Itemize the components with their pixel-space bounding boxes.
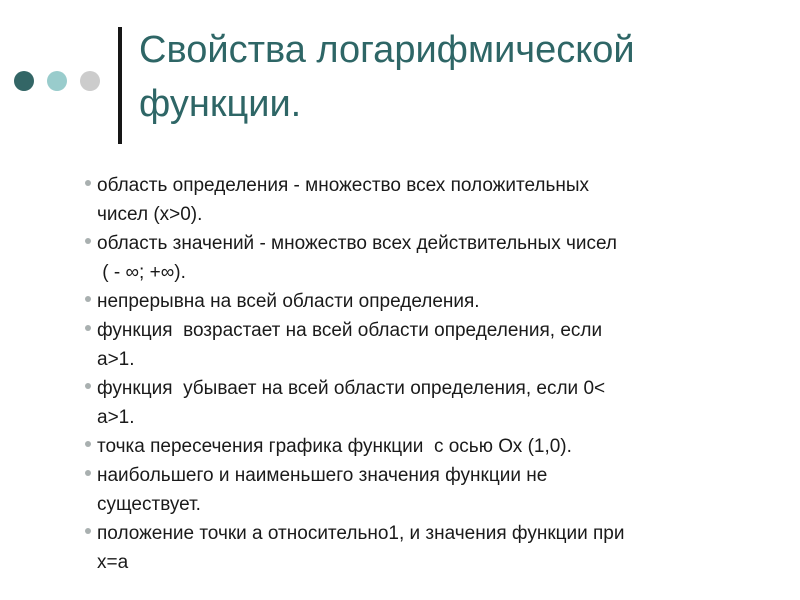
dot-gray-icon xyxy=(80,71,100,91)
list-item-line: непрерывна на всей области определения. xyxy=(97,291,480,312)
dot-dark-teal-icon xyxy=(14,71,34,91)
dot-light-teal-icon xyxy=(47,71,67,91)
list-item xyxy=(84,432,749,461)
list-item xyxy=(84,229,749,287)
list-item-line: х=а xyxy=(97,552,129,573)
list-item xyxy=(84,461,749,519)
list-item-line: область определения - множество всех положительных xyxy=(97,175,590,196)
list-item xyxy=(84,374,749,432)
list-item xyxy=(84,519,749,577)
list-item-line: точка пересечения графика функции с осью Ох (1,0). xyxy=(97,436,572,457)
list-item-line: функция возрастает на всей области определения, если xyxy=(97,320,603,341)
slide-title: Свойства логарифмической функции. xyxy=(139,29,635,125)
list-item-line: существует. xyxy=(97,494,201,515)
list-item-line: а>1. xyxy=(97,349,135,370)
list-item-line: наибольшего и наименьшего значения функции не xyxy=(97,465,548,486)
list-item xyxy=(84,316,749,374)
title-accent-bar xyxy=(118,27,122,144)
list-item-line: чисел (х>0). xyxy=(97,204,203,225)
list-item xyxy=(84,287,749,316)
list-item xyxy=(84,171,749,229)
decoration-dots xyxy=(14,71,100,91)
bullet-list xyxy=(84,171,749,577)
list-item-line: а>1. xyxy=(97,407,135,428)
list-item-line: ( - ∞; +∞). xyxy=(97,262,186,283)
list-item-line: положение точки а относительно1, и значения функции при xyxy=(97,523,625,544)
list-item-line: область значений - множество всех действительных чисел xyxy=(97,233,618,254)
list-item-line: функция убывает на всей области определения, если 0< xyxy=(97,378,606,399)
